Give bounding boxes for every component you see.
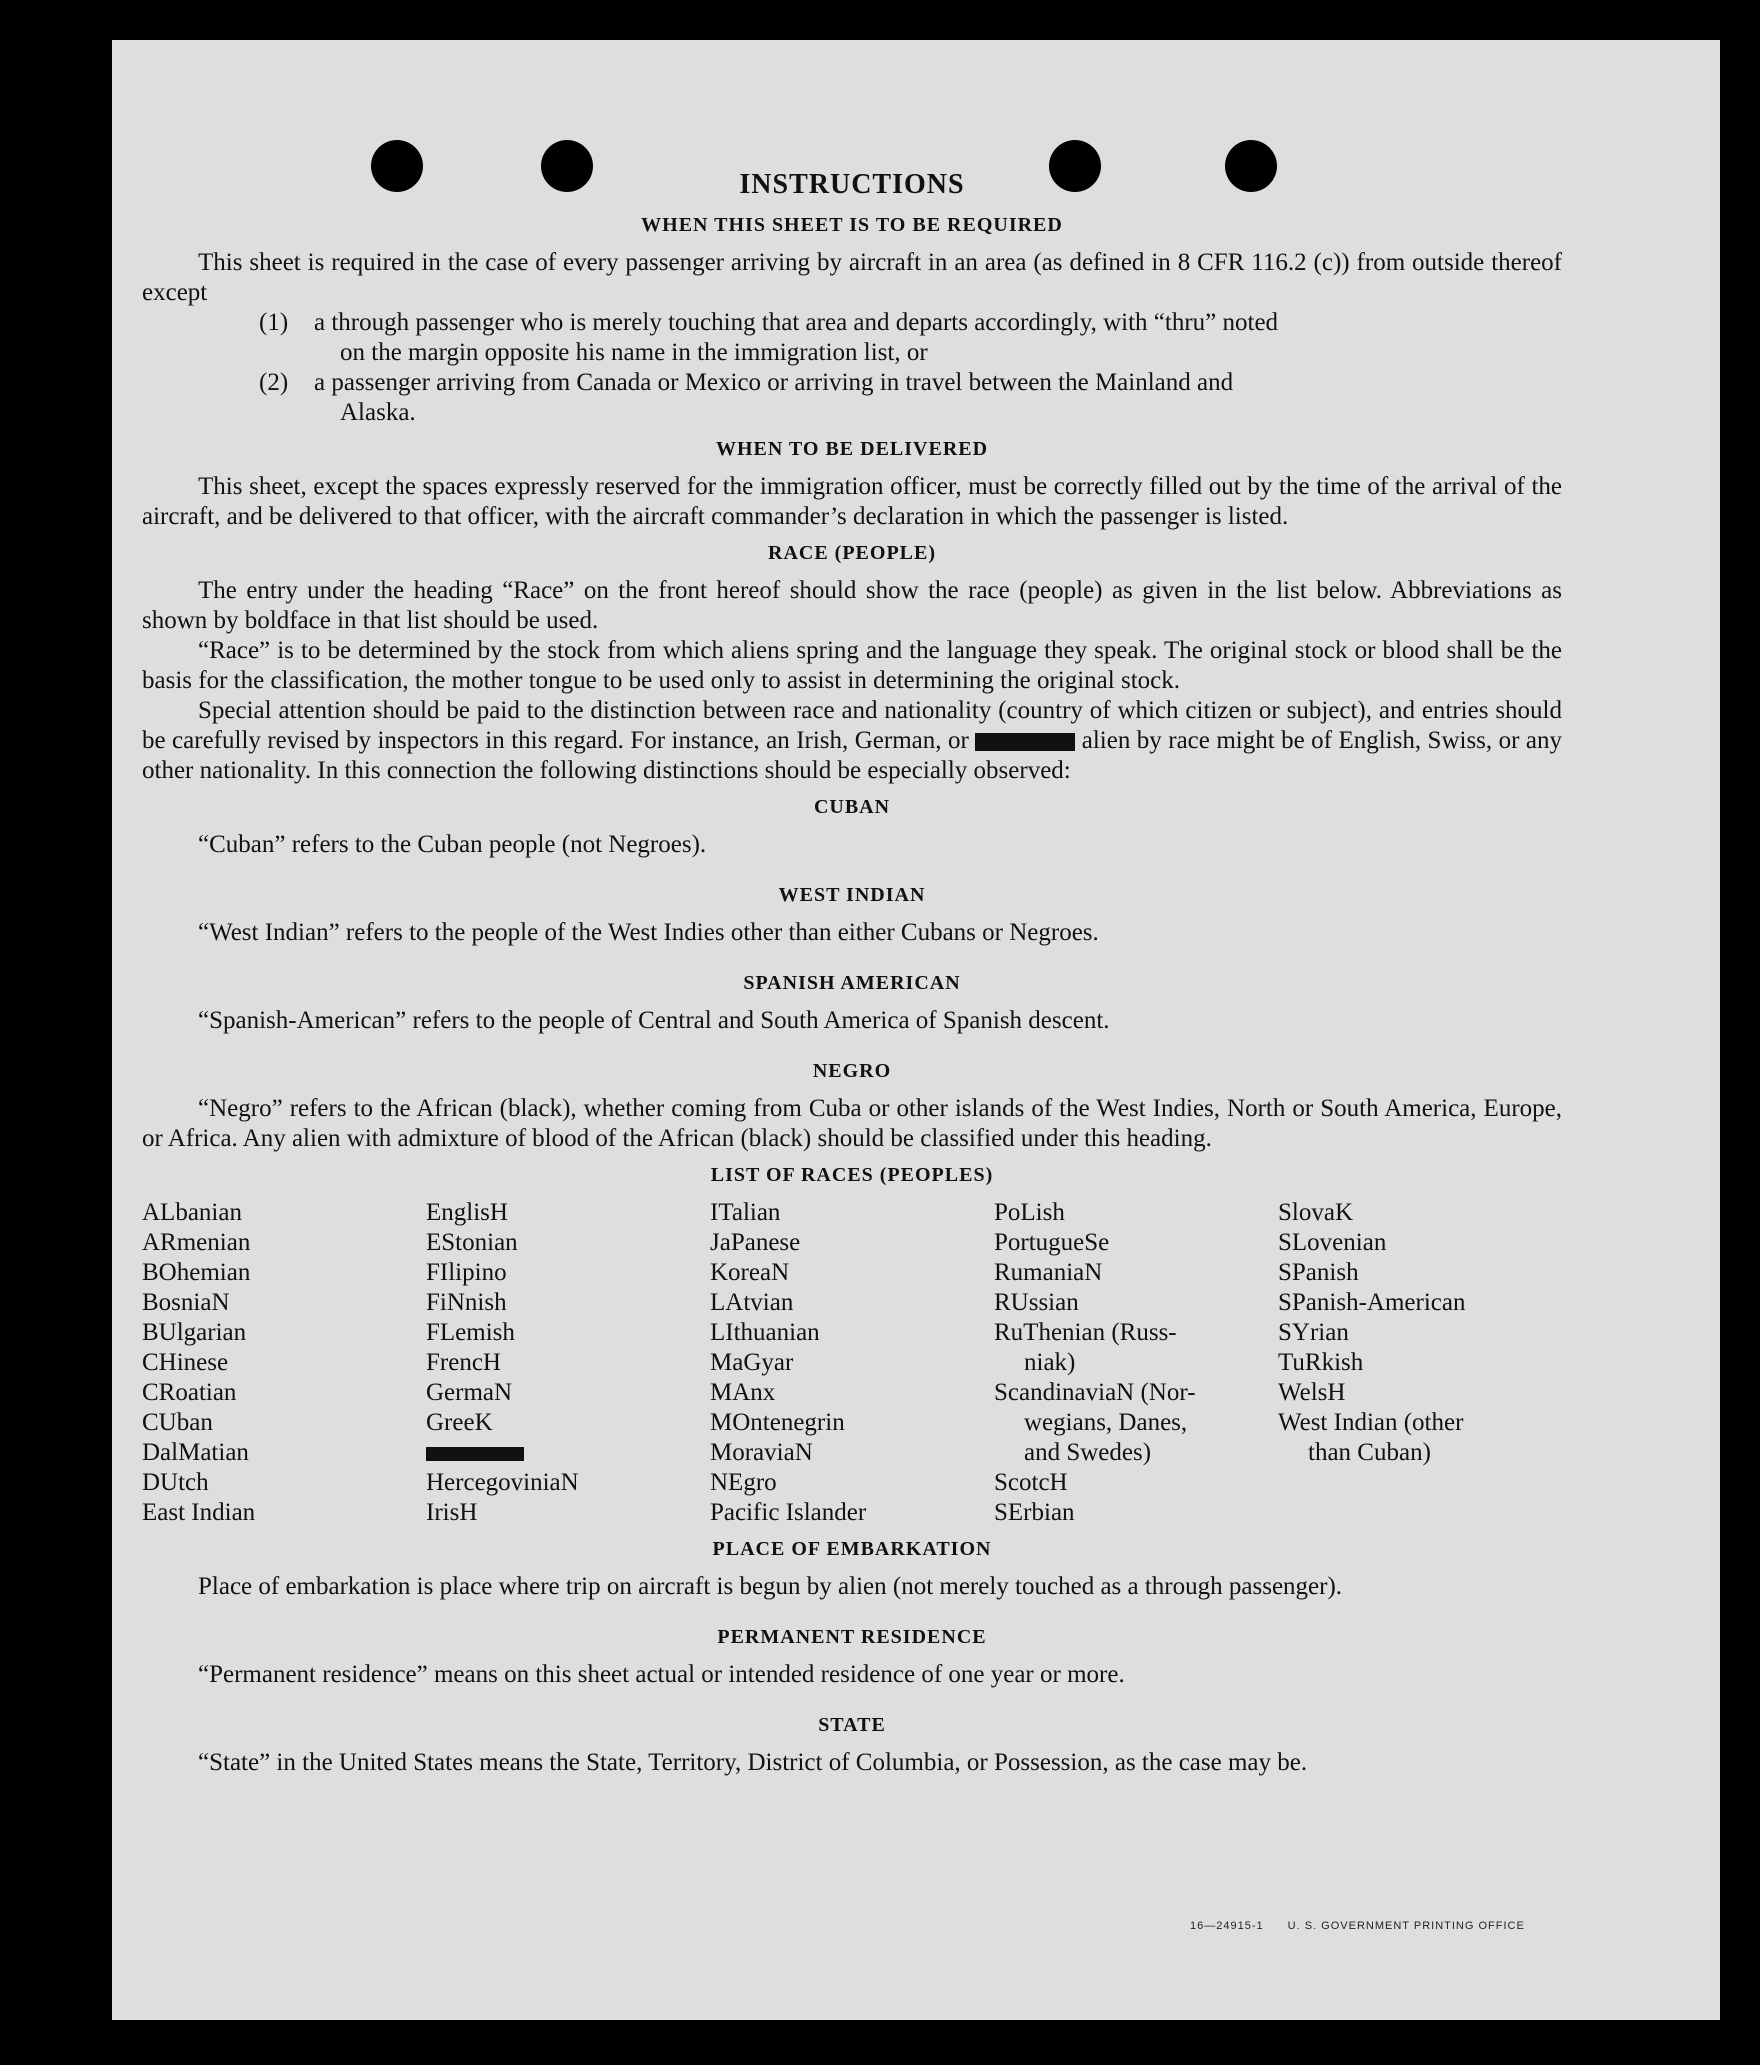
printer-credit: U. S. GOVERNMENT PRINTING OFFICE [1287,1920,1525,1932]
race-paragraph: The entry under the heading “Race” on the front hereof should show the race (people) as given in the list below. Abbreviations as shown by boldface in that list should be used. [142,577,1562,634]
race-entry: EStonian [426,1229,518,1256]
race-entry: KoreaN [710,1259,790,1286]
race-entry: CRoatian [142,1379,237,1406]
race-entry: and Swedes) [1024,1439,1152,1466]
form-number: 16—24915-1 [1190,1920,1264,1932]
heading-delivered: WHEN TO BE DELIVERED [715,438,989,460]
instructions-content [142,164,1562,1778]
race-entry: SPanish [1278,1259,1359,1286]
race-entry: West Indian (other [1278,1409,1464,1436]
race-entry: FIlipino [426,1259,507,1286]
heading-west-indian: WEST INDIAN [778,884,926,906]
item-text: a through passenger who is merely touching that area and departs accordingly, with “thru” noted [314,309,1279,336]
race-entry: Pacific Islander [710,1499,867,1526]
delivered-text: This sheet, except the spaces expressly reserved for the immigration officer, must be correctly filled out by the time of the arrival of the aircraft, and be delivered to that officer, with the aircraft commander’s declaration in which the passenger is listed. [142,473,1562,530]
race-entry: East Indian [142,1499,256,1526]
race-entry: SlovaK [1278,1199,1353,1226]
race-entry: SYrian [1278,1319,1349,1346]
race-entry: SLovenian [1278,1229,1387,1256]
exception-item [142,368,1562,428]
race-entry: than Cuban) [1308,1439,1431,1466]
race-entry: GermaN [426,1379,513,1406]
races-column [142,1198,426,1528]
race-entry: SPanish-American [1278,1289,1466,1316]
race-entry: MAnx [710,1379,776,1406]
residence-text: “Permanent residence” means on this sheet actual or intended residence of one year or more. [198,1661,1125,1688]
race-text: Special attention should be paid to the distinction between race and nationality (country of which citizen or subject), and entries should be carefully revised by inspectors in this regard. For instance, an Irish, German, or [142,697,1562,754]
race-entry: RUssian [994,1289,1079,1316]
race-entry: GreeK [426,1409,493,1436]
race-paragraph [142,696,1562,786]
embarkation-text: Place of embarkation is place where trip on aircraft is begun by alien (not merely touched as a through passenger). [198,1573,1343,1600]
required-intro: This sheet is required in the case of every passenger arriving by aircraft in an area (as defined in 8 CFR 116.2 (c)) from outside thereof except [142,249,1562,306]
races-column [426,1198,710,1528]
heading-required: WHEN THIS SHEET IS TO BE REQUIRED [641,214,1063,236]
race-entry: IrisH [426,1499,478,1526]
item-text: Alaska. [340,399,416,426]
race-entry: DalMatian [142,1439,249,1466]
race-entry: DUtch [142,1469,209,1496]
heading-state: STATE [818,1714,886,1736]
races-list [142,1198,1562,1528]
race-entry: HercegoviniaN [426,1469,579,1496]
races-column [994,1198,1278,1528]
race-entry: BUlgarian [142,1319,247,1346]
race-entry: JaPanese [710,1229,801,1256]
page-title: INSTRUCTIONS [739,169,965,200]
spanish-american-text: “Spanish-American” refers to the people of Central and South America of Spanish descent. [198,1007,1110,1034]
heading-embarkation: PLACE OF EMBARKATION [712,1538,992,1560]
race-entry: niak) [1024,1349,1076,1376]
race-entry: WelsH [1278,1379,1346,1406]
heading-negro: NEGRO [812,1060,892,1082]
race-entry: PortugueSe [994,1229,1110,1256]
race-entry-redacted [426,1438,710,1468]
heading-spanish-american: SPANISH AMERICAN [743,972,961,994]
race-text: alien by race might be of English, Swiss, or any other nationality. In this connection the following distinctions should be especially observed: [142,727,1563,784]
race-entry: BOhemian [142,1259,251,1286]
races-column [710,1198,994,1528]
item-number: (1) [259,309,289,336]
state-text: “State” in the United States means the State, Territory, District of Columbia, or Possession, as the case may be. [198,1749,1308,1776]
race-entry: ScotcH [994,1469,1068,1496]
heading-list-of-races: LIST OF RACES (PEOPLES) [710,1164,994,1186]
race-paragraph: “Race” is to be determined by the stock from which aliens spring and the language they speak. The original stock or blood shall be the basis for the classification, the mother tongue to be used only to assist in determining the original stock. [142,637,1562,694]
races-column [1278,1198,1562,1528]
cuban-text: “Cuban” refers to the Cuban people (not Negroes). [198,831,707,858]
race-entry: ITalian [710,1199,781,1226]
race-entry: FrencH [426,1349,501,1376]
race-entry: FiNnish [426,1289,507,1316]
item-text: on the margin opposite his name in the immigration list, or [340,339,928,366]
race-entry: ARmenian [142,1229,251,1256]
race-entry: LIthuanian [710,1319,820,1346]
race-entry: MOntenegrin [710,1409,845,1436]
west-indian-text: “West Indian” refers to the people of the West Indies other than either Cubans or Negroes. [198,919,1099,946]
race-entry: PoLish [994,1199,1065,1226]
race-entry: MaGyar [710,1349,794,1376]
race-entry: RumaniaN [994,1259,1103,1286]
race-entry: ALbanian [142,1199,242,1226]
race-entry: CUban [142,1409,213,1436]
race-entry: LAtvian [710,1289,794,1316]
race-entry: MoraviaN [710,1439,813,1466]
race-entry: wegians, Danes, [1024,1409,1188,1436]
race-entry: EnglisH [426,1199,508,1226]
race-entry: BosniaN [142,1289,230,1316]
redaction-mark [426,1447,524,1461]
negro-text: “Negro” refers to the African (black), whether coming from Cuba or other islands of the West Indies, North or South America, Europe, or Africa. Any alien with admixture of blood of the African (black) should be classified under this heading. [142,1095,1562,1152]
item-text: a passenger arriving from Canada or Mexico or arriving in travel between the Mainland and [314,369,1234,396]
race-entry: FLemish [426,1319,515,1346]
exception-item [142,308,1562,368]
redaction-mark [975,733,1075,751]
heading-race: RACE (PEOPLE) [768,542,936,564]
item-number: (2) [259,369,289,396]
race-entry: SErbian [994,1499,1075,1526]
race-entry: RuThenian (Russ- [994,1319,1177,1346]
heading-cuban: CUBAN [813,796,891,818]
race-entry: NEgro [710,1469,777,1496]
race-entry: TuRkish [1278,1349,1364,1376]
race-entry: ScandinaviaN (Nor- [994,1379,1196,1406]
race-entry: CHinese [142,1349,229,1376]
heading-residence: PERMANENT RESIDENCE [717,1626,987,1648]
footer [1190,1920,1545,1932]
